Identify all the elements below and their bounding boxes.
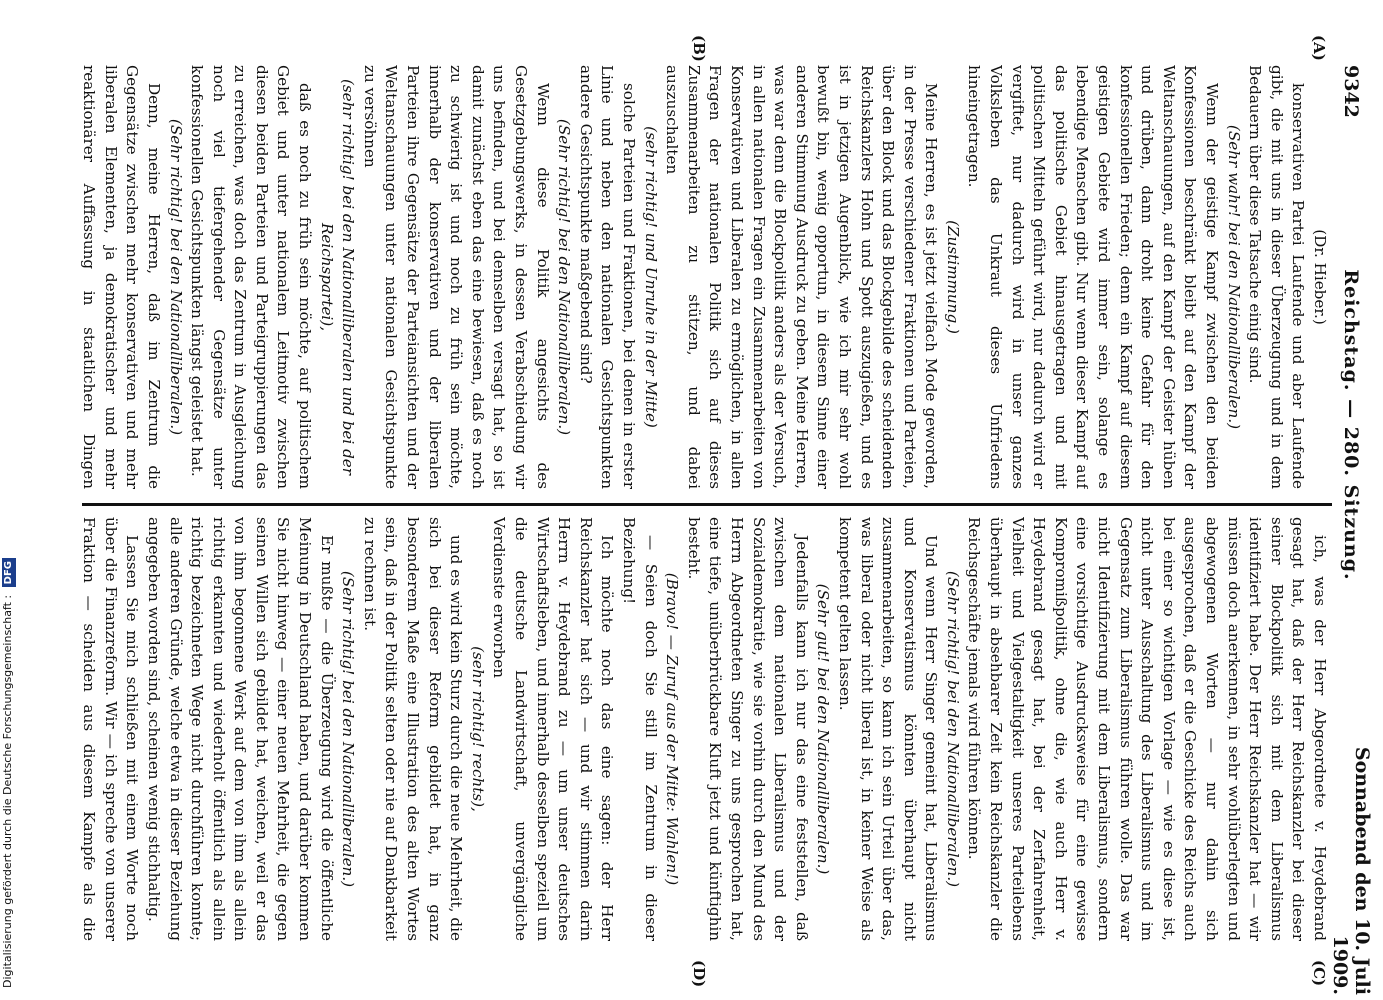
paragraph: Jedenfalls kann ich nur das eine feststellen, daß zwischen dem nationalen Liberalismus und der Sozialdemokratie, wie sie vorhin durch den Mund des Herrn Abgeordneten Singer zu uns gesprochen hat, eine tiefe, unüberbrückbare Kluft jetzt und künftighin besteht.	[684, 517, 811, 941]
interjection: (sehr richtig! und Unruhe in der Mitte)	[641, 126, 660, 428]
page-title: Reichstag. — 280. Sitzung.	[1340, 269, 1362, 581]
paragraph: Lassen Sie mich schließen mit einem Worte noch über die Finanzreform. Wir — ich spreche von unserer Fraktion — scheiden aus diesem Kampfe als die	[80, 517, 142, 941]
interjection: (sehr richtig! rechts),	[468, 646, 487, 812]
column-divider	[82, 503, 1332, 506]
paragraph: konservativen Partei Laufende und aber Laufende gibt, die mit uns in dieser Überzeugung und in dem Bedauern über diese Tatsache einig sind.	[1246, 65, 1308, 489]
interjection: (Sehr richtig! bei den Nationalliberalen.)	[339, 570, 358, 888]
interjection: (Zustimmung.)	[943, 220, 962, 334]
paragraph: Er mußte — die Überzeugung wird die öffentliche Meinung in Deutschland haben, und darüber kommen Sie nicht hinweg — einer neuen Mehrheit, die gegen seinen Willen sich gebildet hat, weichen, weil er das von ihm begonnene Werk auf dem von ihm als allein richtig erkannten und wiederholt öffentlich als allein richtig bezeichneten Wege nicht durchführen konnte; alle anderen Gründe, welche etwa in dieser Beziehung angegeben worden sind, scheinen wenig stichhaltig.	[144, 517, 336, 941]
paragraph: Und wenn Herr Singer gemeint hat, Liberalismus und Konservatismus könnten überhaupt nicht zusammenarbeiten, so kann ich sein Urteil über das, was liberal oder nicht liberal ist, in keiner Weise als kompetent gelten lassen.	[835, 517, 941, 941]
speaker-label: (Dr. Hieber.)	[1311, 229, 1329, 325]
paragraph: solche Parteien und Fraktionen, bei denen in erster Linie und neben den nationalen Gesichtspunkten andere Gesichtspunkte maßgebend sind?	[576, 65, 638, 489]
page-header	[1329, 65, 1373, 995]
margin-letter-d: (D)	[690, 960, 708, 988]
interjection: (Sehr wahr! bei den Nationalliberalen.)	[1224, 124, 1243, 430]
paragraph: daß es noch zu früh sein möchte, auf politischem Gebiet und unter nationalem Leitmotiv zwischen diesen beiden Parteien und Parteigruppierungen das zu erreichen, was doch das Zentrum in Ausgleichung noch viel tiefergehender Gegensätze unter konfessionellen Gesichtspunkten längst geleistet hat.	[188, 65, 315, 489]
interjection: (Sehr richtig! bei den Nationalliberalen.)	[943, 570, 962, 888]
right-column	[80, 517, 1330, 941]
paragraph: Meine Herren, es ist jetzt vielfach Mode geworden, in der Presse verschiedener Fraktionen und Parteien, über den Block und das Blockgebilde des scheidenden Reichskanzlers Hohn und Spott auszugießen, und es ist in jetzigen Augenblick, wie ich mir sehr wohl bewußt bin, wenig opportun, in diesem Sinne einer anderen Stimmung Ausdruck zu geben. Meine Herren, was war denn die Blockpolitik anders als der Versuch, in allen nationalen Fragen ein Zusammenarbeiten von Konservativen und Liberalen zu ermöglichen, in allen Fragen der nationalen Politik sich auf dieses Zusammenarbeiten zu stützen, und dabei auszuschalten	[663, 65, 941, 489]
digitization-credit	[0, 0, 16, 1000]
credit-text: Digitalisierung gefördert durch die Deutsche Forschungsgemeinschaft :	[1, 594, 14, 988]
page-number: 9342	[1340, 65, 1362, 118]
dfg-logo: DFG	[2, 558, 16, 587]
interjection: (Sehr richtig! bei den Nationalliberalen.)	[166, 118, 185, 436]
rotated-page	[68, 35, 1373, 995]
paragraph: Wenn der geistige Kampf zwischen den beiden Konfessionen beschränkt bleibt auf den Kampf der Weltanschauungen, auf den Kampf der Geister hüben und drüben, dann droht keine Gefahr für den konfessionellen Frieden; denn ein Kampf auf diesem geistigen Gebiete wird immer sein, solange es lebendige Menschen gibt. Nur wenn dieser Kampf auf das politische Gebiet hinausgetragen und mit politischen Mitteln geführt wird, nur dadurch wird er vergiftet, nur dadurch wird in unser ganzes Volksleben das Unkraut dieses Unfriedens hineingetragen.	[965, 65, 1222, 489]
margin-letter-a: (A)	[1310, 35, 1328, 61]
left-paragraphs	[80, 65, 1308, 489]
session-date: Sonnabend den 10. Juli 1909.	[1329, 746, 1373, 995]
margin-letter-c: (C)	[1310, 960, 1328, 987]
left-column	[80, 65, 1330, 489]
interjection: (Bravo! — Zuruf aus der Mitte: Wahlen!)	[663, 572, 682, 886]
paragraph: — Seien doch Sie still im Zentrum in dieser Beziehung!	[620, 517, 660, 941]
interjection: (Sehr richtig! bei den Nationalliberalen.)	[555, 118, 574, 436]
interjection: (sehr richtig! bei den Nationalliberalen und bei der Reichspartei),	[317, 78, 358, 476]
paragraph: Ich möchte noch das eine sagen: der Herr Reichskanzler hat sich — und wir stimmen darin Herrn v. Heydebrand zu — um unser deutsches Wirtschaftsleben, und innerhalb desselben speziell um die deutsche Landwirtschaft, unvergängliche Verdienste erworben	[490, 517, 617, 941]
paragraph: und es wird kein Sturz durch die neue Mehrheit, die sich bei dieser Reform gebildet hat, in ganz besonderem Maße eine Illustration des alten Wortes sein, daß in der Politik selten oder nie auf Dankbarkeit zu rechnen ist.	[360, 517, 466, 941]
paragraph: Denn, meine Herren, daß im Zentrum die Gegensätze zwischen mehr konservativen und mehr liberalen Elementen, ja demokratischer und mehr reaktionärer Auffassung in staatlichen Dingen	[80, 65, 163, 489]
paragraph: Wenn diese Politik angesichts des Gesetzgebungswerks, in dessen Verabschiedung wir uns befinden, und bei demselben versagt hat, so ist damit zunächst eben das eine bewiesen, daß es noch zu schwierig ist und noch zu früh sein möchte, innerhalb der konservativen und der liberalen Parteien ihre Gegensätze der Parteiansichten und der Weltanschauungen unter nationalen Gesichtspunkte zu versöhnen	[360, 65, 552, 489]
right-paragraphs	[80, 517, 1330, 941]
interjection: (Sehr gut! bei den Nationalliberalen.)	[814, 583, 833, 875]
paragraph: ich, was der Herr Abgeordnete v. Heydebrand gesagt hat, daß der Herr Reichskanzler bei dieser seiner Blockpolitik sich mit dem Liberalismus identifiziert habe. Der Herr Reichskanzler hat — wir müssen doch anerkennen, in sehr wohlüberlegten und abgewogenen Worten — nur dahin sich ausgesprochen, daß er die Geschicke des Reichs auch bei einer so wichtigen Vorlage — wie es diese ist, nicht unter Ausschaltung des Liberalismus und im Gegensatz zum Liberalismus führen wolle. Das war nicht Identifizierung mit dem Liberalismus, sondern eine vorsichtige Ausdrucksweise für eine gewisse Kompromißpolitik, ohne die, wie auch Herr v. Heydebrand gesagt hat, bei der Zerfahrenheit, Vielheit und Vielgestaltigkeit unseres Parteilebens überhaupt in absehbarer Zeit kein Reichskanzler die Reichsgeschäfte jemals wird führen können.	[965, 517, 1329, 941]
margin-letter-b: (B)	[690, 35, 708, 62]
